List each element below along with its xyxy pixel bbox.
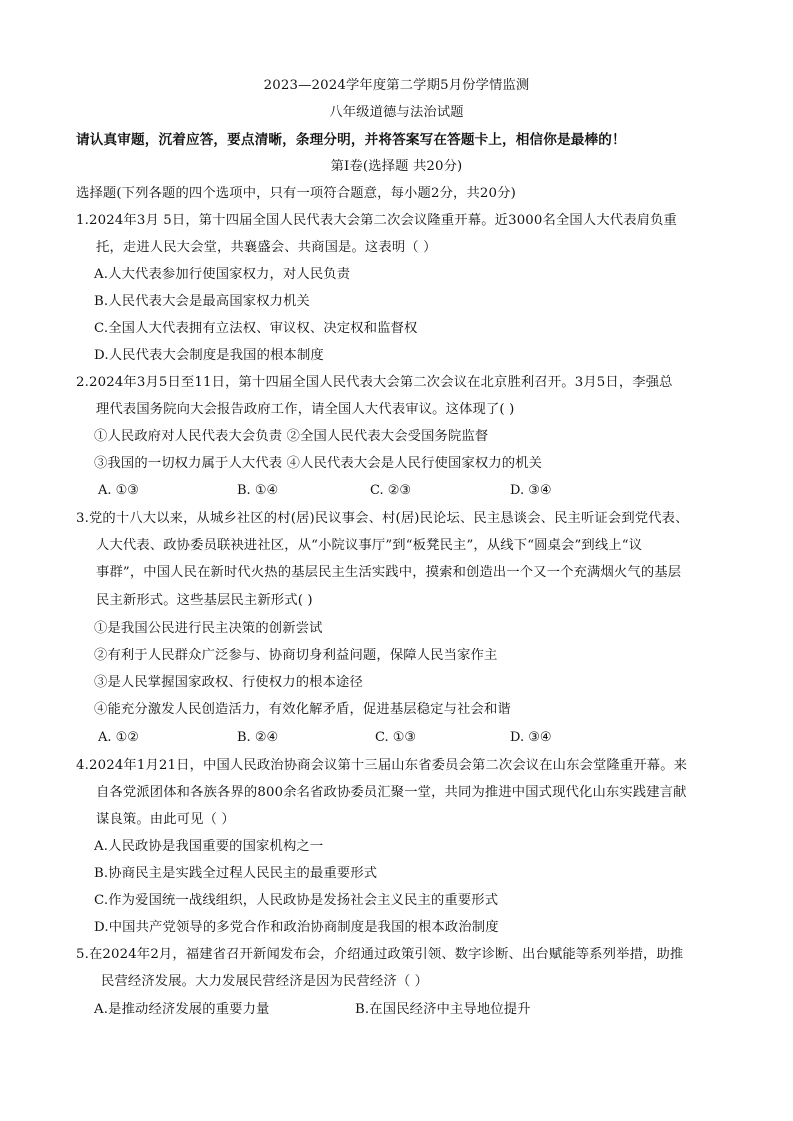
question-stem-line: 自各党派团体和各族各界的800余名省政协委员汇聚一堂，共同为推进中国式现代化山东实践建言献 <box>96 785 687 800</box>
statement-line: ①是我国公民进行民主决策的创新尝试 <box>94 621 323 636</box>
answer-option: D.人民代表大会制度是我国的根本制度 <box>94 348 324 363</box>
section-title: 第Ⅰ卷(选择题 共20分) <box>330 159 463 174</box>
question-stem-line: 事群”，中国人民在新时代火热的基层民主生活实践中，摸索和创造出一个又一个充满烟火气的基层 <box>96 565 682 580</box>
section-description: 选择题(下列各题的四个选项中，只有一项符合题意，每小题2分，共20分) <box>76 186 516 201</box>
answer-choice: C. ②③ <box>370 483 412 498</box>
statement-line: ②有利于人民群众广泛参与、协商切身利益问题，保障人民当家作主 <box>94 648 498 663</box>
answer-choice: C. ①③ <box>375 730 417 745</box>
answer-option: C.作为爱国统一战线组织，人民政协是发扬社会主义民主的重要形式 <box>94 893 499 908</box>
answer-choice: A. ①② <box>98 730 139 745</box>
statement-line: ③是人民掌握国家政权、行使权力的根本途径 <box>94 675 363 690</box>
answer-option: A.人大代表参加行使国家权力，对人民负责 <box>94 267 351 282</box>
answer-option: A.人民政协是我国重要的国家机构之一 <box>94 839 324 854</box>
answer-option: C.全国人大代表拥有立法权、审议权、决定权和监督权 <box>94 321 418 336</box>
question-stem-line: 理代表国务院向大会报告政府工作，请全国人大代表审议。这体现了( ) <box>96 402 515 417</box>
answer-choice: D. ③④ <box>510 483 552 498</box>
exam-title: 2023—2024学年度第二学期5月份学情监测 <box>263 78 530 93</box>
statement-line: ①人民政府对人民代表大会负责 ②全国人民代表大会受国务院监督 <box>94 429 489 444</box>
statement-line: ③我国的一切权力属于人大代表 ④人民代表大会是人民行使国家权力的机关 <box>94 456 543 471</box>
question-stem-line: 谋良策。由此可见（ ） <box>96 812 235 827</box>
answer-choice: A.是推动经济发展的重要力量 <box>94 1002 270 1017</box>
answer-choice: B. ②④ <box>237 730 279 745</box>
question-stem-line: 民主新形式。这些基层民主新形式( ) <box>96 593 313 608</box>
statement-line: ④能充分激发人民创造活力，有效化解矛盾，促进基层稳定与社会和谐 <box>94 702 511 717</box>
question-stem-line: 托，走进人民大会堂，共襄盛会、共商国是。这表明（ ） <box>96 240 437 255</box>
answer-choice: B. ①④ <box>237 483 279 498</box>
instruction-text: 请认真审题，沉着应答，要点清晰，条理分明，并将答案写在答题卡上，相信你是最棒的！ <box>76 132 626 148</box>
answer-choice: B.在国民经济中主导地位提升 <box>355 1002 531 1017</box>
question-stem-line: 人大代表、政协委员联袂进社区，从“小院议事厅”到“板凳民主”，从线下“圆桌会”到线上“议 <box>96 538 643 553</box>
question-stem-line: 4.2024年1月21日，中国人民政治协商会议第十三届山东省委员会第二次会议在山东会堂隆重开幕。来 <box>76 758 688 773</box>
question-stem-line: 民营经济发展。大力发展民营经济是因为民营经济（ ） <box>101 974 429 989</box>
answer-option: D.中国共产党领导的多党合作和政治协商制度是我国的根本政治制度 <box>94 920 499 935</box>
answer-option: B.协商民主是实践全过程人民民主的最重要形式 <box>94 866 378 881</box>
answer-choice: A. ①③ <box>98 483 139 498</box>
question-stem-line: 1.2024年3月 5日，第十四届全国人民代表大会第二次会议隆重开幕。近3000名全国人大代表肩负重 <box>76 213 677 228</box>
question-stem-line: 3.党的十八大以来，从城乡社区的村(居)民议事会、村(居)民论坛、民主恳谈会、民主听证会到党代表、 <box>76 511 689 526</box>
exam-subtitle: 八年级道德与法治试题 <box>329 105 464 120</box>
answer-choice: D. ③④ <box>510 730 552 745</box>
question-stem-line: 2.2024年3月5日至11日，第十四届全国人民代表大会第二次会议在北京胜利召开。3月5日，李强总 <box>76 375 673 390</box>
question-stem-line: 5.在2024年2月，福建省召开新闻发布会，介绍通过政策引领、数字诊断、出台赋能等系列举措，助推 <box>76 947 684 962</box>
answer-option: B.人民代表大会是最高国家权力机关 <box>94 294 311 309</box>
